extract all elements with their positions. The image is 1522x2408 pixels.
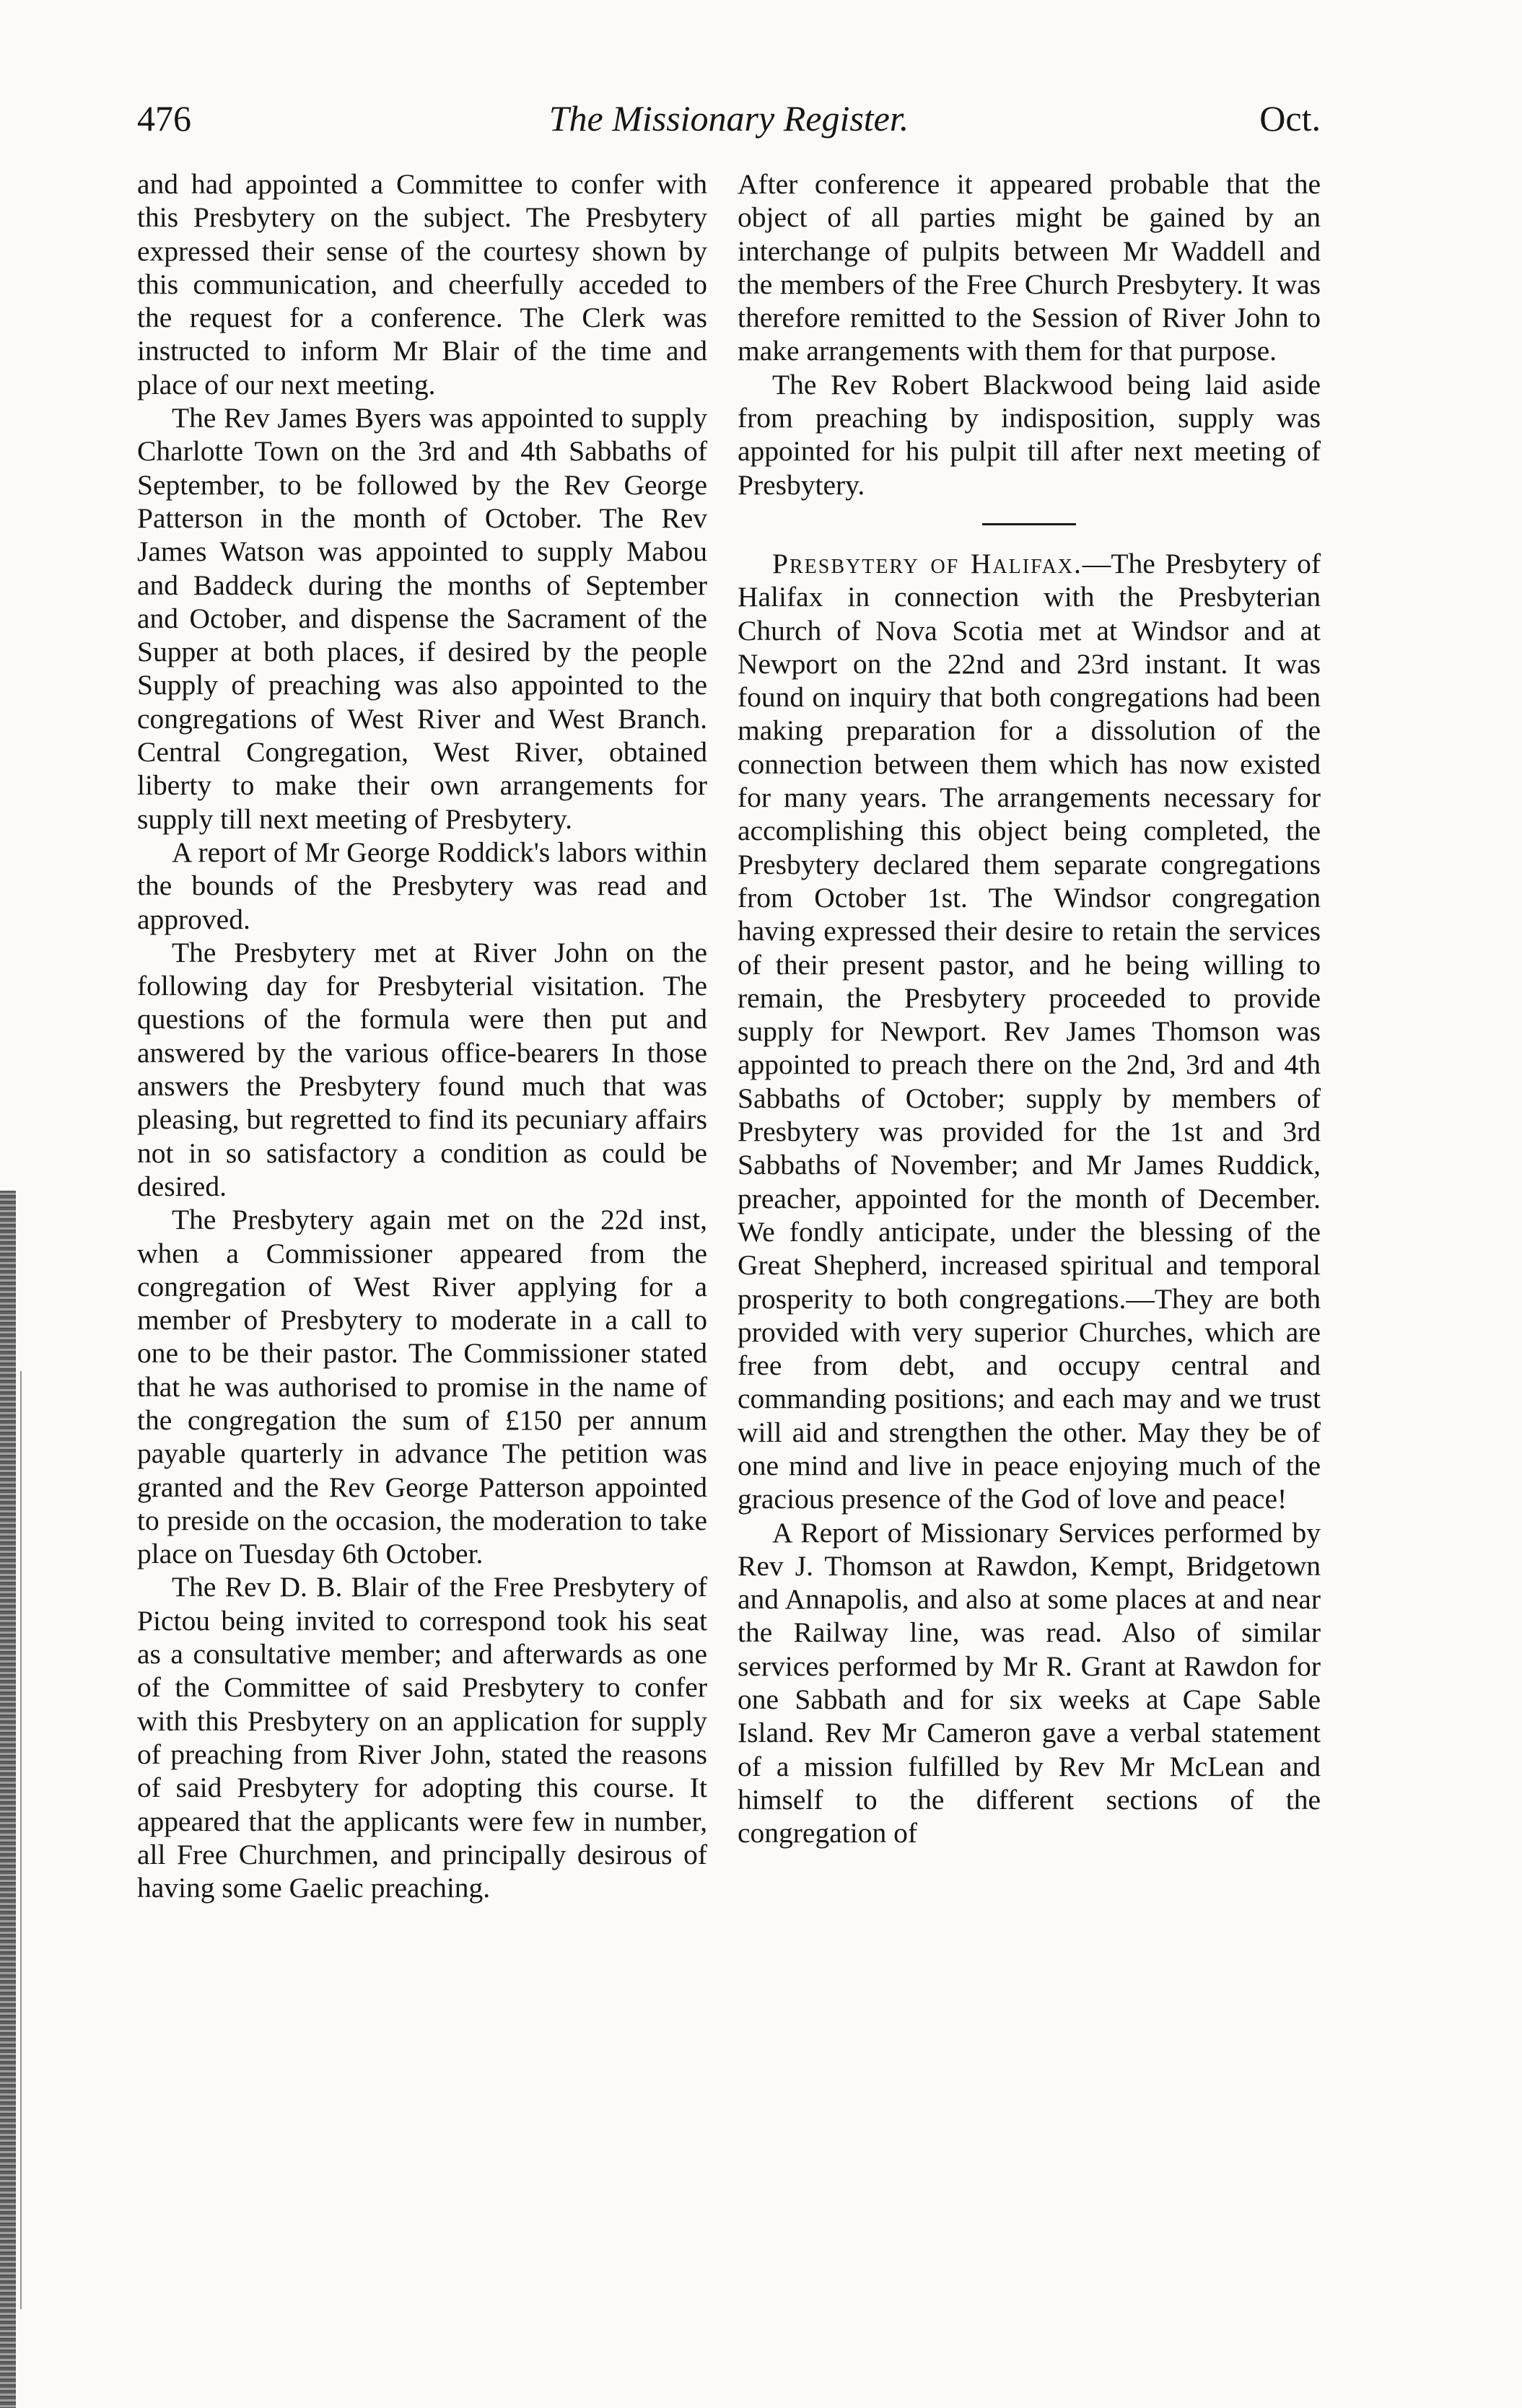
paragraph: The Presbytery met at River John on the following day for Presbyterial visitation. The questions of the formula were then put and answered by the various office-bearers In those answers the Presbytery found much that was pleasing, but regretted to find its pecuniary affairs not in so satisfactory a condition as could be desired. [137,936,707,1202]
paragraph: A Report of Missionary Services performed by Rev J. Thomson at Rawdon, Kempt, Bridgetown and Annapolis, and also at some places at and near the Railway line, was read. Also of similar services performed by Mr R. Grant at Rawdon for one Sabbath and for six weeks at Cape Sable Island. Rev Mr Cameron gave a verbal statement of a mission fulfilled by Rev Mr McLean and himself to the different sections of the congregation of [738,1516,1321,1849]
section-heading: Presbytery of Halifax. [772,547,1083,579]
section-paragraph [738,547,1321,1516]
right-column [738,167,1321,1850]
binding-edge [0,1191,16,2408]
paragraph-text: —The Presbytery of Halifax in connection with the Presbyterian Church of Nova Scotia met at Windsor and at Newport on the 22nd and 23rd instant. It was found on inquiry that both congregations had been making preparation for a dissolution of the connection between them which has now existed for many years. The arrangements necessary for accomplishing this object being completed, the Presbytery declared them separate congregations from October 1st. The Windsor congregation having expressed their desire to retain the services of their present pastor, and he being willing to remain, the Presbytery proceeded to provide supply for Newport. Rev James Thomson was appointed to preach there on the 2nd, 3rd and 4th Sabbaths of October; supply by members of Presbytery was provided for the 1st and 3rd Sabbaths of November; and Mr James Ruddick, preacher, appointed for the month of December. We fondly anticipate, under the blessing of the Great Shepherd, increased spiritual and temporal prosperity to both congregations.—They are both provided with very superior Churches, which are free from debt, and occupy central and commanding positions; and each may and we trust will aid and strengthen the other. May they be of one mind and live in peace enjoying much of the gracious presence of the God of love and peace! [738,547,1321,1515]
section-divider [982,523,1076,525]
journal-title: The Missionary Register. [548,98,909,139]
paragraph: The Presbytery again met on the 22d inst, when a Commissioner appeared from the congregation of West River applying for a member of Presbytery to moderate in a call to one to be their pastor. The Commissioner stated that he was authorised to promise in the name of the congregation the sum of £150 per annum payable quarterly in advance The petition was granted and the Rev George Patterson appointed to preside on the occasion, the moderation to take place on Tuesday 6th October. [137,1204,707,1570]
page-number: 476 [137,98,191,139]
binding-line [20,1371,22,2309]
left-column [137,167,707,1904]
paragraph: The Rev James Byers was appointed to supply Charlotte Town on the 3rd and 4th Sabbaths of September, to be followed by the Rev George Patterson in the month of October. The Rev James Watson was appointed to supply Mabou and Baddeck during the months of September and October, and dispense the Sacrament of the Supper at both places, if desired by the people Supply of preaching was also appointed to the congregations of West River and West Branch. Central Congregation, West River, obtained liberty to make their own arrangements for supply till next meeting of Presbytery. [137,402,707,835]
paragraph: The Rev Robert Blackwood being laid aside from preaching by indisposition, supply was appointed for his pulpit till after next meeting of Presbytery. [738,368,1321,501]
issue-month: Oct. [1259,98,1321,139]
paragraph: and had appointed a Committee to confer with this Presbytery on the subject. The Presbytery expressed their sense of the courtesy shown by this communication, and cheerfully acceded to the request for a conference. The Clerk was instructed to inform Mr Blair of the time and place of our next meeting. [137,168,707,400]
running-header [137,97,1321,155]
paragraph: A report of Mr George Roddick's labors within the bounds of the Presbytery was read and approved. [137,836,707,935]
paragraph: The Rev D. B. Blair of the Free Presbytery of Pictou being invited to correspond took his seat as a consultative member; and afterwards as one of the Committee of said Presbytery to confer with this Presbytery on an application for supply of preaching from River John, stated the reasons of said Presbytery for adopting this course. It appeared that the applicants were few in number, all Free Churchmen, and principally desirous of having some Gaelic preaching. [137,1571,707,1904]
paragraph: After conference it appeared probable that the object of all parties might be gained by an interchange of pulpits between Mr Waddell and the members of the Free Church Presbytery. It was therefore remitted to the Session of River John to make arrangements with them for that purpose. [738,168,1321,367]
